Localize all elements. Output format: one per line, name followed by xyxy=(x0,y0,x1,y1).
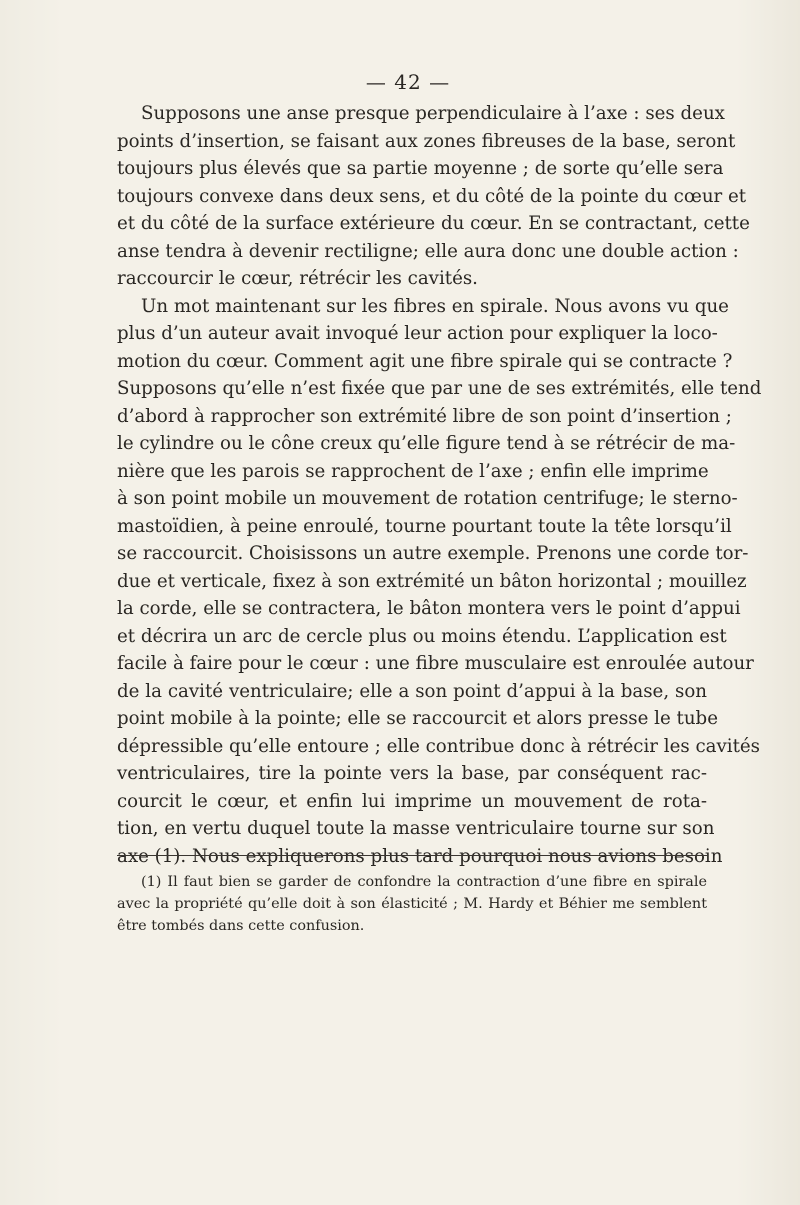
text-line: ventriculaires, tire la pointe vers la base, par conséquent rac- xyxy=(117,763,707,784)
page-number: — 42 — xyxy=(365,70,451,94)
text-line: nière que les parois se rapprochent de l’axe ; enfin elle imprime xyxy=(117,460,709,482)
footnote-separator xyxy=(117,855,707,856)
text-line: tion, en vertu duquel toute la masse ventriculaire tourne sur son xyxy=(117,818,715,839)
footnote-line: être tombés dans cette confusion. xyxy=(117,918,365,934)
text-line: anse tendra à devenir rectiligne; elle aura donc une double action : xyxy=(117,240,739,262)
text-line: facile à faire pour le cœur : une fibre musculaire est enroulée autour xyxy=(117,653,754,674)
text-line: Supposons qu’elle n’est fixée que par une de ses extrémités, elle tend xyxy=(117,378,762,399)
text-line: et décrira un arc de cercle plus ou moins étendu. L’application est xyxy=(117,625,727,647)
text-line: due et verticale, fixez à son extrémité un bâton horizontal ; mouillez xyxy=(117,570,747,592)
text-line: la corde, elle se contractera, le bâton montera vers le point d’appui xyxy=(117,598,741,619)
footnote-line: avec la propriété qu’elle doit à son élasticité ; M. Hardy et Béhier me semblent xyxy=(117,896,707,912)
body-text xyxy=(117,100,762,870)
text-line: axe (1). Nous expliquerons plus tard pourquoi nous avions besoin xyxy=(117,845,723,867)
text-line: le cylindre ou le cône creux qu’elle figure tend à se rétrécir de ma- xyxy=(117,433,736,454)
text-line: d’abord à rapprocher son extrémité libre de son point d’insertion ; xyxy=(117,405,732,427)
text-line: à son point mobile un mouvement de rotation centrifuge; le sterno- xyxy=(117,488,738,509)
text-line: motion du cœur. Comment agit une fibre spirale qui se contracte ? xyxy=(117,350,733,372)
text-line: toujours plus élevés que sa partie moyenne ; de sorte qu’elle sera xyxy=(117,158,724,179)
text-line: Supposons une anse presque perpendiculaire à l’axe : ses deux xyxy=(141,103,725,124)
text-line: point mobile à la pointe; elle se raccourcit et alors presse le tube xyxy=(117,708,718,729)
text-line: de la cavité ventriculaire; elle a son point d’appui à la base, son xyxy=(117,680,707,702)
text-line: et du côté de la surface extérieure du cœur. En se contractant, cette xyxy=(117,213,750,234)
text-line: Un mot maintenant sur les fibres en spirale. Nous avons vu que xyxy=(141,295,729,317)
footnote xyxy=(117,871,707,937)
text-line: plus d’un auteur avait invoqué leur action pour expliquer la loco- xyxy=(117,323,718,344)
text-line: se raccourcit. Choisissons un autre exemple. Prenons une corde tor- xyxy=(117,543,749,564)
text-line: dépressible qu’elle entoure ; elle contribue donc à rétrécir les cavités xyxy=(117,735,761,757)
text-line: raccourcir le cœur, rétrécir les cavités. xyxy=(117,268,478,289)
text-line: toujours convexe dans deux sens, et du côté de la pointe du cœur et xyxy=(117,185,747,207)
text-line: mastoïdien, à peine enroulé, tourne pourtant toute la tête lorsqu’il xyxy=(117,515,732,537)
text-line: points d’insertion, se faisant aux zones fibreuses de la base, seront xyxy=(117,130,736,152)
text-line: courcit le cœur, et enfin lui imprime un mouvement de rota- xyxy=(117,790,707,812)
footnote-line: (1) Il faut bien se garder de confondre la contraction d’une fibre en spirale xyxy=(141,874,707,890)
